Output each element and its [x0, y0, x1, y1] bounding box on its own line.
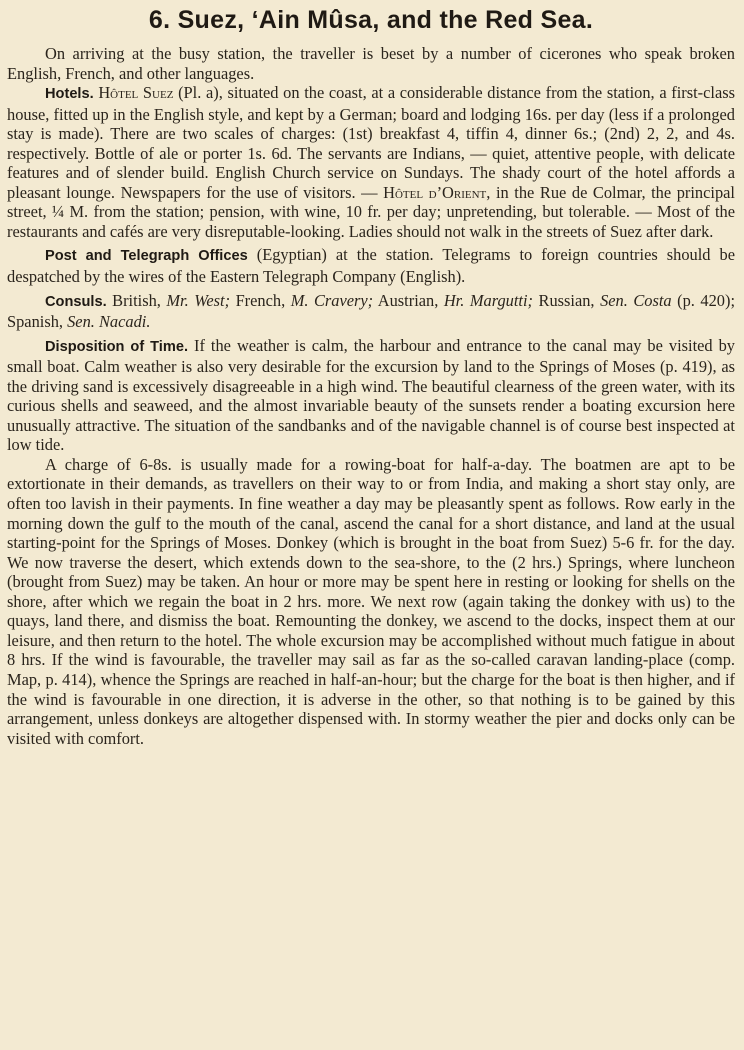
disposition-paragraph: [7, 336, 735, 455]
text-run: British,: [106, 290, 167, 310]
consul-name: Mr. West;: [166, 290, 231, 310]
hotels-paragraph: [7, 83, 735, 241]
text-run: (Pl. a), situated on the coast, at a considerable distance from the station, a first-class house, fitted up in the English style, and kept by a German; board and lodging 16s. per day (less if a prolonged stay is made). There are two scales of charges: (1st) breakfast 4, tiffin 4, dinner 6s.; (2nd) 2, 2, and 4s. respectively. Bottle of ale or porter 1s. 6d. The servants are Indians, — quiet, attentive people, with delicate features and of slender build. English Church service on Sundays. The shady court of the hotel affords a pleasant lounge. Newspapers for the use of visitors. —: [7, 83, 735, 202]
text-run: A charge of 6-8s. is usually made for a rowing-boat for half-a-day. The boatmen are apt to be extortionate in their demands, as travellers on their way to or from India, and making a short stay only, are often too lavish in their payments. In fine weather a day may be pleasantly spent as follows. Row early in the morning down the gulf to the mouth of the canal, ascend the canal for a short distance, and land at the usual starting-point for the Springs of Moses. Donkey (which is brought in the boat from Suez) 5-6 fr. for the day. We now traverse the desert, which extends down to the sea-shore, to the (2 hrs.) Springs, where luncheon (brought from Suez) may be taken. An hour or more may be spent here in resting or looking for shells on the shore, after which we regain the boat in 2 hrs. more. We next row (again taking the donkey with us) to the quays, land there, and dismiss the boat. Remounting the donkey, we ascend to the docks, inspect them at our leisure, and then return to the hotel. The whole excursion may be accomplished without much fatigue in about 8 hrs. If the wind is favourable, the traveller may sail as far as the so-called caravan landing-place (comp. Map, p. 414), whence the Springs are reached in half-an-hour; but the charge for the boat is then higher, and if the wind is favourable in one direction, it is adverse in the other, so that nothing is to be gained by this arrangement, unless donkeys are altogether dispensed with. In stormy weather the pier and docks only can be visited with comfort.: [7, 454, 735, 748]
consul-name: Sen. Costa: [600, 290, 672, 310]
hotel-name: Hôtel Suez: [98, 83, 174, 103]
section-heading-post-telegraph: Post and Telegraph Offices: [45, 248, 248, 265]
consul-name: Sen. Nacadi.: [67, 312, 151, 332]
post-telegraph-paragraph: [7, 245, 735, 286]
text-run: Russian,: [533, 290, 601, 310]
consuls-paragraph: [7, 291, 735, 332]
text-run: French,: [230, 290, 291, 310]
text-run: , in the Rue de Colmar, the principal street, ¼ M. from the station; pension, with wine, 10 fr. per day; unpretending, but tolerable. — Most of the restaurants and cafés are very disreputable-looking. Ladies should not walk in the streets of Suez after dark.: [7, 182, 735, 241]
section-heading-hotels: Hotels.: [45, 86, 94, 103]
text-run: On arriving at the busy station, the traveller is beset by a number of cicerones who speak broken English, French, and other languages.: [7, 44, 735, 83]
text-run: (p. 420); Spanish,: [7, 290, 735, 332]
section-heading-disposition: Disposition of Time.: [45, 338, 188, 355]
hotel-name: Hôtel d’Orient: [383, 182, 487, 202]
page-title: 6. Suez, ʻAin Mûsa, and the Red Sea.: [148, 6, 594, 34]
consul-name: Hr. Margutti;: [443, 290, 533, 310]
text-run: (Egyptian) at the station. Telegrams to foreign countries should be despatched by the wires of the Eastern Telegraph Company (English).: [7, 245, 735, 287]
section-heading-consuls: Consuls.: [45, 293, 107, 310]
intro-paragraph: [7, 44, 735, 83]
text-run: Austrian,: [373, 290, 444, 310]
consul-name: M. Cravery;: [290, 290, 374, 310]
text-run: If the weather is calm, the harbour and entrance to the canal may be visited by small boat. Calm weather is also very desirable for the excursion by land to the Springs of Moses (p. 419), as the driving sand is excessively disagreeable in a high wind. The beautiful clearness of the green water, with its curious shells and seaweed, and the almost invariable beauty of the sunsets render a boating excursion here unusually attractive. The situation of the sandbanks and of the navigable channel is of course best inspected at low tide.: [7, 335, 735, 455]
itinerary-paragraph: [7, 455, 735, 748]
